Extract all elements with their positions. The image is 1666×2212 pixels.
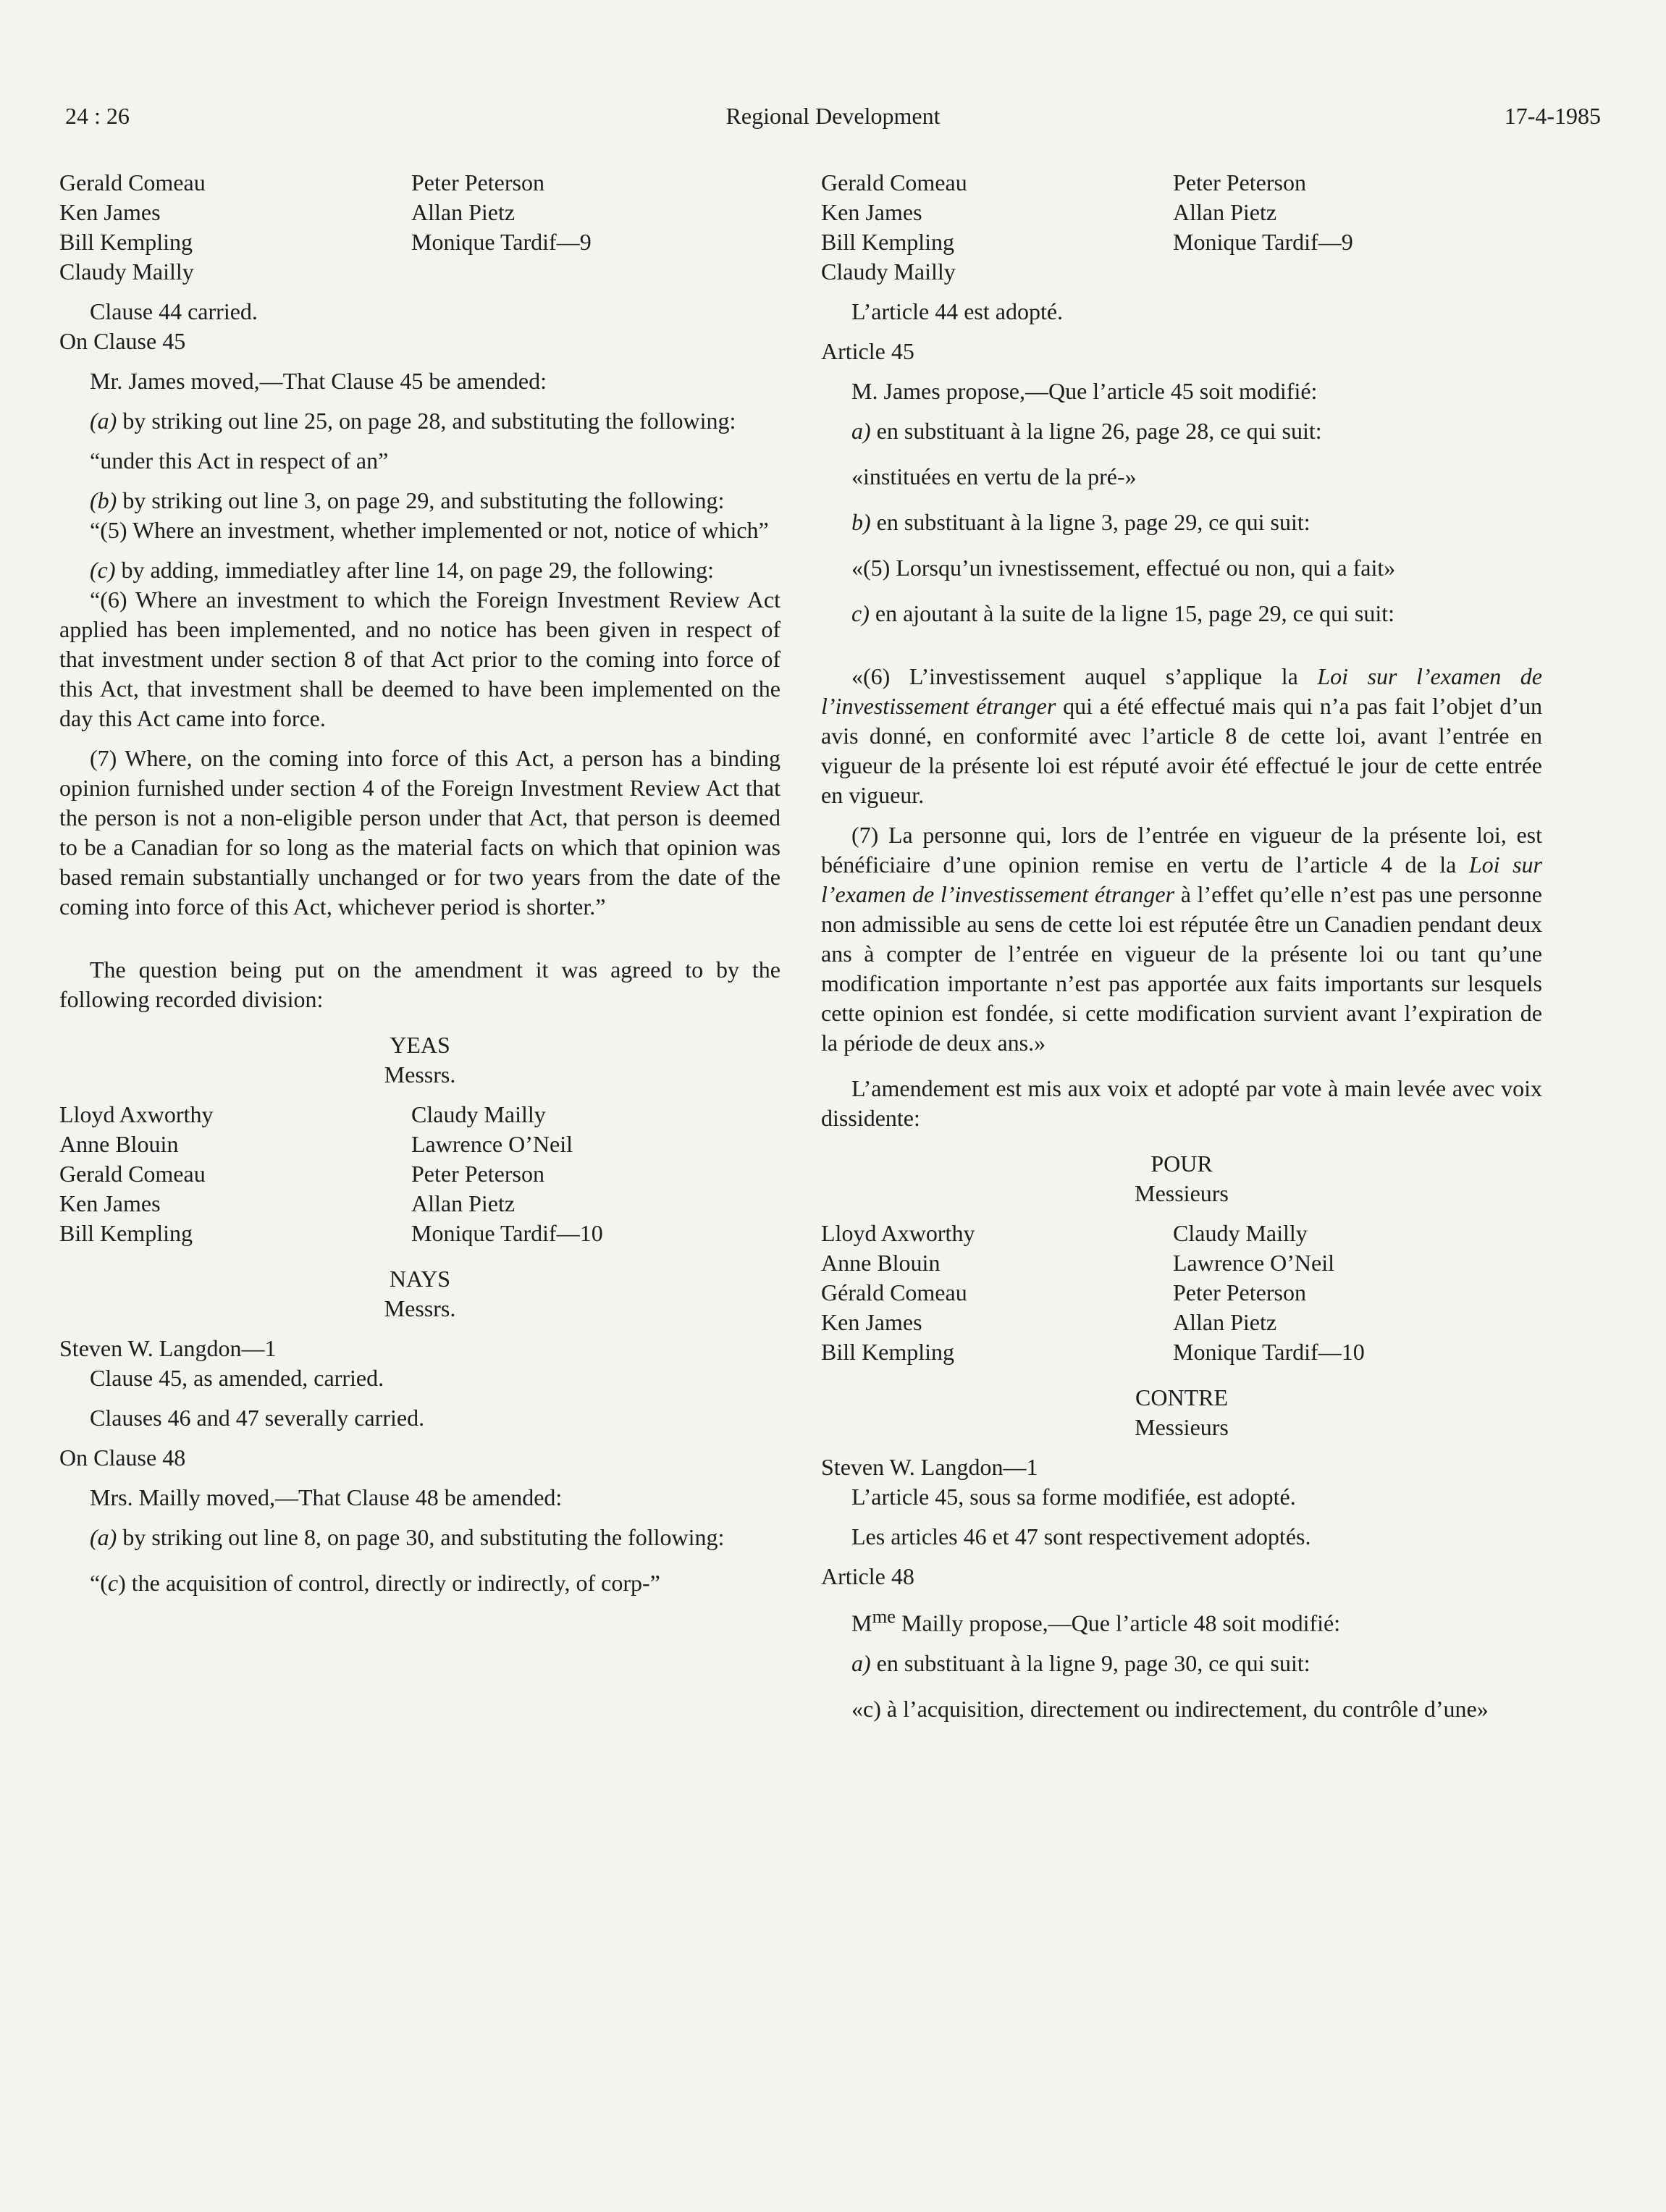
item-mark: c (107, 1570, 119, 1596)
page-header (65, 100, 1601, 132)
on-clause-45: On Clause 45 (59, 328, 186, 354)
name: Monique Tardif—10 (411, 1220, 603, 1246)
modification-b (821, 508, 1542, 537)
article-48: Article 48 (821, 1563, 914, 1589)
name: Claudy Mailly (821, 258, 956, 285)
name (411, 257, 781, 287)
quote-text: «(6) L’investissement auquel s’applique la (851, 663, 1318, 689)
messieurs-label: Messieurs (1135, 1180, 1229, 1206)
article-45: Article 45 (821, 338, 914, 364)
name: Allan Pietz (1173, 199, 1277, 225)
name: Gérald Comeau (821, 1279, 967, 1305)
modification-48-a (821, 1649, 1542, 1678)
clause-45-carried: Clause 45, as amended, carried. (90, 1365, 384, 1391)
name: Claudy Mailly (59, 258, 194, 285)
quote-c-7: (7) Where, on the coming into force of this Act, a person has a binding opinion furnished under section 4 of the Foreign Investment Review Act that the person is not a non-eligible person under that Act, that person is deemed to be a Canadian for so long as the material facts on which that opinion was based remain substantially unchanged or for two years from the date of the coming into force of this Act, whichever period is shorter.” (59, 745, 781, 920)
item-text: by striking out line 3, on page 29, and substituting the following: (117, 487, 725, 513)
quote-text: (7) La personne qui, lors de l’entrée en vigueur de la présente loi, est bénéficiaire d’une opinion remise en vertu de l’article 4 de la (821, 822, 1542, 878)
name: Claudy Mailly (1173, 1220, 1308, 1246)
quote-text: à l’effet qu’elle n’est pas une personne non admissible au sens de cette loi est réputée être un Canadien pendant deux ans à compter de l’entrée en vigueur de la présente loi ou tant qu’une modification importante n’est pas apportée aux faits importants sur lesquels cette opinion est fondée, si cette modification survient avant l’expiration de la période de deux ans.» (821, 881, 1543, 1056)
amendment-c (59, 555, 781, 585)
messrs-label: Messrs. (384, 1061, 456, 1088)
item-mark: (a) (90, 408, 117, 434)
amendment-48-a (59, 1523, 781, 1552)
name: Allan Pietz (1173, 1309, 1277, 1335)
name: Lloyd Axworthy (821, 1220, 975, 1246)
item-mark: a) (851, 418, 871, 444)
name: Bill Kempling (821, 229, 954, 255)
item-mark: (b) (90, 487, 117, 513)
name (1173, 257, 1542, 287)
name: Anne Blouin (59, 1131, 179, 1157)
pour-heading: POUR (1150, 1151, 1213, 1177)
name: Lawrence O’Neil (411, 1131, 573, 1157)
item-text: by striking out line 8, on page 30, and substituting the following: (117, 1524, 725, 1550)
name: Allan Pietz (411, 1190, 516, 1216)
articles-46-47-adoptes: Les articles 46 et 47 sont respectivement adoptés. (851, 1523, 1311, 1549)
citation-a: «instituées en vertu de la pré-» (851, 463, 1137, 489)
quote-a: “under this Act in respect of an” (90, 447, 389, 474)
yeas-heading: YEAS (390, 1032, 450, 1058)
name: Lawrence O’Neil (1173, 1250, 1334, 1276)
name: Gerald Comeau (821, 169, 967, 195)
name: Peter Peterson (411, 169, 544, 195)
name: Claudy Mailly (411, 1101, 546, 1127)
vote-intro: L’amendement est mis aux voix et adopté par vote à main levée avec voix dissidente: (821, 1075, 1542, 1131)
contre-heading: CONTRE (1135, 1384, 1228, 1410)
modification-a (821, 416, 1542, 446)
item-text: by adding, immediatley after line 14, on page 29, the following: (115, 557, 714, 583)
fr-pour-names (821, 1219, 1542, 1367)
messrs-label: Messrs. (384, 1295, 456, 1321)
en-yea-names (59, 1100, 781, 1248)
citation-48-a: «c) à l’acquisition, directement ou indirectement, du contrôle d’une» (851, 1695, 1489, 1722)
item-mark: (c) (90, 557, 116, 583)
name: Monique Tardif—9 (1173, 229, 1353, 255)
item-mark: c) (851, 600, 870, 626)
name: Gerald Comeau (59, 169, 206, 195)
running-title: Regional Development (725, 103, 941, 129)
quote-c-6: “(6) Where an investment to which the Foreign Investment Review Act applied has been implemented, and no notice has been given in respect of that investment under section 8 of that Act prior to the coming into force of this Act, that investment shall be deemed to have been implemented on the day this Act came into force. (59, 586, 781, 731)
motion-text: Mailly propose,—Que l’article 48 soit modifié: (896, 1610, 1341, 1636)
clauses-46-47-carried: Clauses 46 and 47 severally carried. (90, 1405, 425, 1431)
messieurs-label: Messieurs (1135, 1414, 1229, 1440)
name: Ken James (821, 199, 922, 225)
contre-name: Steven W. Langdon—1 (821, 1454, 1038, 1480)
fr-top-names (821, 168, 1542, 287)
name: Peter Peterson (1173, 1279, 1306, 1305)
name: Monique Tardif—10 (1173, 1339, 1365, 1365)
item-text: en substituant à la ligne 9, page 30, ce qui suit: (870, 1649, 1310, 1676)
header-date: 17-4-1985 (1504, 103, 1601, 129)
item-text: en substituant à la ligne 3, page 29, ce qui suit: (870, 509, 1310, 535)
name: Peter Peterson (411, 1161, 544, 1187)
quote-text: ) the acquisition of control, directly or indirectly, of corp-” (118, 1570, 660, 1596)
honorific: M (851, 1610, 872, 1636)
name: Ken James (59, 1190, 161, 1216)
quote-48-a (59, 1568, 781, 1598)
citation-c-7 (821, 820, 1542, 1058)
article-44-adopte: L’article 44 est adopté. (851, 298, 1064, 324)
item-mark: a) (851, 1649, 871, 1676)
mailly-motion: Mrs. Mailly moved,—That Clause 48 be amended: (90, 1484, 563, 1510)
name: Peter Peterson (1173, 169, 1306, 195)
citation-c-6 (821, 662, 1542, 810)
quote-b: “(5) Where an investment, whether implemented or not, notice of which” (90, 517, 769, 543)
citation-b: «(5) Lorsqu’un ivnestissement, effectué ou non, qui a fait» (851, 555, 1396, 581)
law-title: Loi sur l’examen de l’investissement étranger (821, 663, 1542, 719)
honorific-sup: me (872, 1605, 896, 1627)
item-mark: (a) (90, 1524, 117, 1550)
name: Ken James (821, 1309, 922, 1335)
nays-heading: NAYS (389, 1266, 451, 1292)
james-propose: M. James propose,—Que l’article 45 soit modifié: (851, 378, 1318, 404)
name: Ken James (59, 199, 161, 225)
amendment-b (59, 486, 781, 516)
division-intro: The question being put on the amendment it was agreed to by the following recorded division: (59, 956, 781, 1012)
name: Bill Kempling (59, 229, 193, 255)
james-motion: Mr. James moved,—That Clause 45 be amended: (90, 368, 547, 394)
item-text: by striking out line 25, on page 28, and substituting the following: (117, 408, 736, 434)
english-column (59, 168, 781, 1598)
quote-open: “( (90, 1570, 108, 1596)
item-text: en ajoutant à la suite de la ligne 15, page 29, ce qui suit: (869, 600, 1394, 626)
name: Monique Tardif—9 (411, 229, 592, 255)
item-mark: b) (851, 509, 871, 535)
on-clause-48: On Clause 48 (59, 1444, 186, 1471)
quote-text: qui a été effectué mais qui n’a pas fait l’objet d’un avis donné, en conformité avec l’article 8 de cette loi, avant l’entrée en vigueur de la présente loi est réputé avoir été effectué le jour de cette entrée en vigueur. (821, 693, 1543, 808)
name: Gerald Comeau (59, 1161, 206, 1187)
name: Anne Blouin (821, 1250, 941, 1276)
mailly-propose (821, 1602, 1542, 1639)
nay-name: Steven W. Langdon—1 (59, 1335, 277, 1361)
name: Bill Kempling (821, 1339, 954, 1365)
clause-44-carried: Clause 44 carried. (90, 298, 258, 324)
article-45-adopte: L’article 45, sous sa forme modifiée, est adopté. (851, 1484, 1296, 1510)
name: Allan Pietz (411, 199, 516, 225)
item-text: en substituant à la ligne 26, page 28, ce qui suit: (870, 418, 1322, 444)
amendment-a (59, 406, 781, 436)
french-column (821, 168, 1542, 1724)
page-number: 24 : 26 (65, 103, 130, 129)
law-title: Loi sur l’examen de l’investissement étranger (821, 851, 1543, 907)
name: Bill Kempling (59, 1220, 193, 1246)
name: Lloyd Axworthy (59, 1101, 214, 1127)
en-top-names (59, 168, 781, 287)
modification-c (821, 599, 1542, 628)
